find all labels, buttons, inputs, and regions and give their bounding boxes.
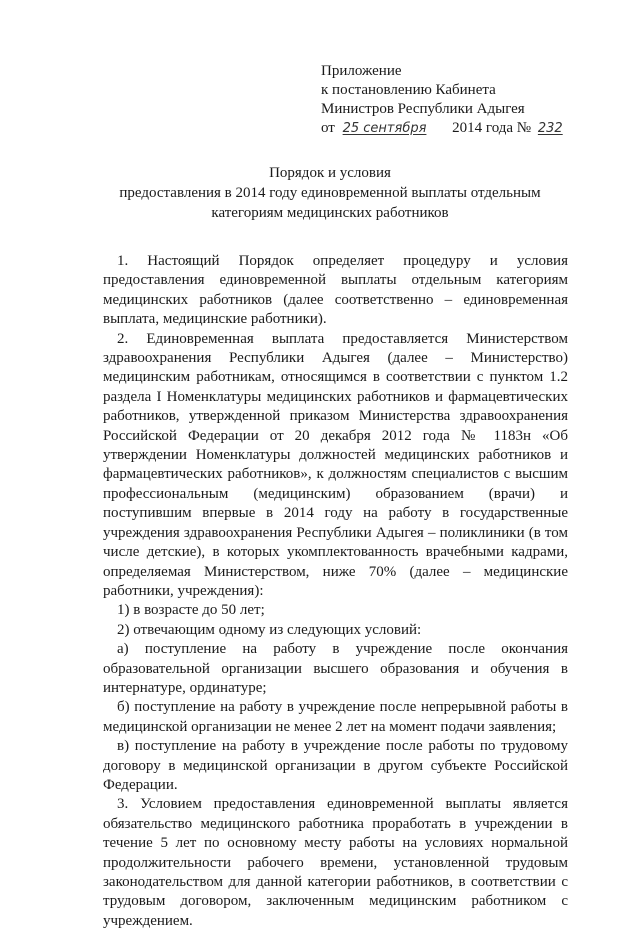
paragraph-2-item-2: 2) отвечающим одному из следующих условий: <box>117 621 422 638</box>
attachment-date-line <box>321 119 563 138</box>
attachment-cabinet: Министров Республики Адыгея <box>321 101 525 117</box>
year-text: 2014 года № <box>452 120 532 136</box>
paragraph-2-subitem-v: в) поступление на работу в учреждение после работы по трудовому договору в медицинской организации в другом субъекте Российской Федерации. <box>103 738 568 793</box>
handwritten-date: 25 сентября <box>342 121 427 136</box>
document-body <box>103 252 568 931</box>
title-line-2: предоставления в 2014 году единовременной выплаты отдельным <box>119 185 541 201</box>
paragraph-2-subitem-a: а) поступление на работу в учреждение после окончания образовательной организации высшего образования и обучения в интернатуре, ординатуре; <box>103 641 568 696</box>
attachment-resolution: к постановлению Кабинета <box>321 82 496 98</box>
document-title <box>100 163 560 223</box>
paragraph-2-subitem-b: б) поступление на работу в учреждение после непрерывной работы в медицинской организации не менее 2 лет на момент подачи заявления; <box>103 699 568 735</box>
title-line-1: Порядок и условия <box>269 165 391 181</box>
attachment-header <box>321 62 563 138</box>
date-prefix: от <box>321 120 335 136</box>
attachment-label: Приложение <box>321 63 402 79</box>
paragraph-1: 1. Настоящий Порядок определяет процедуру и условия предоставления единовременной выплаты отдельным категориям медицинских работников (далее соответственно – единовременная выплата, медицинские работники). <box>103 253 568 328</box>
paragraph-2-item-1: 1) в возрасте до 50 лет; <box>117 602 265 619</box>
title-line-3: категориям медицинских работников <box>211 205 449 221</box>
paragraph-2: 2. Единовременная выплата предоставляется Министерством здравоохранения Республики Адыгея (далее – Министерство) медицинским работникам, относящимся в соответствии с пунктом 1.2 раздела I Номенклатуры медицинских работников и фармацевтических работников, утвержденной приказом Министерства здравоохранения Российской Федерации от 20 декабря 2012 года № 1183н «Об утверждении Номенклатуры должностей медицинских работников и фармацевтических работников», к должностям специалистов с высшим профессиональным (медицинским) образованием (врачи) и поступившим впервые в 2014 году на работу в государственные учреждения здравоохранения Республики Адыгея – поликлиники (в том числе детские), в которых укомплектованность врачебными кадрами, определяемая Министерством, ниже 70% (далее – медицинские работники, учреждения): <box>103 330 568 599</box>
paragraph-3: 3. Условием предоставления единовременной выплаты является обязательство медицинского работника проработать в учреждении в течение 5 лет по основному месту работы на условиях нормальной продолжительности рабочего времени, установленной трудовым законодательством для данной категории работников, в соответствии с трудовым договором, заключенным медицинским работником с учреждением. <box>103 796 568 929</box>
handwritten-number: 232 <box>537 121 563 136</box>
